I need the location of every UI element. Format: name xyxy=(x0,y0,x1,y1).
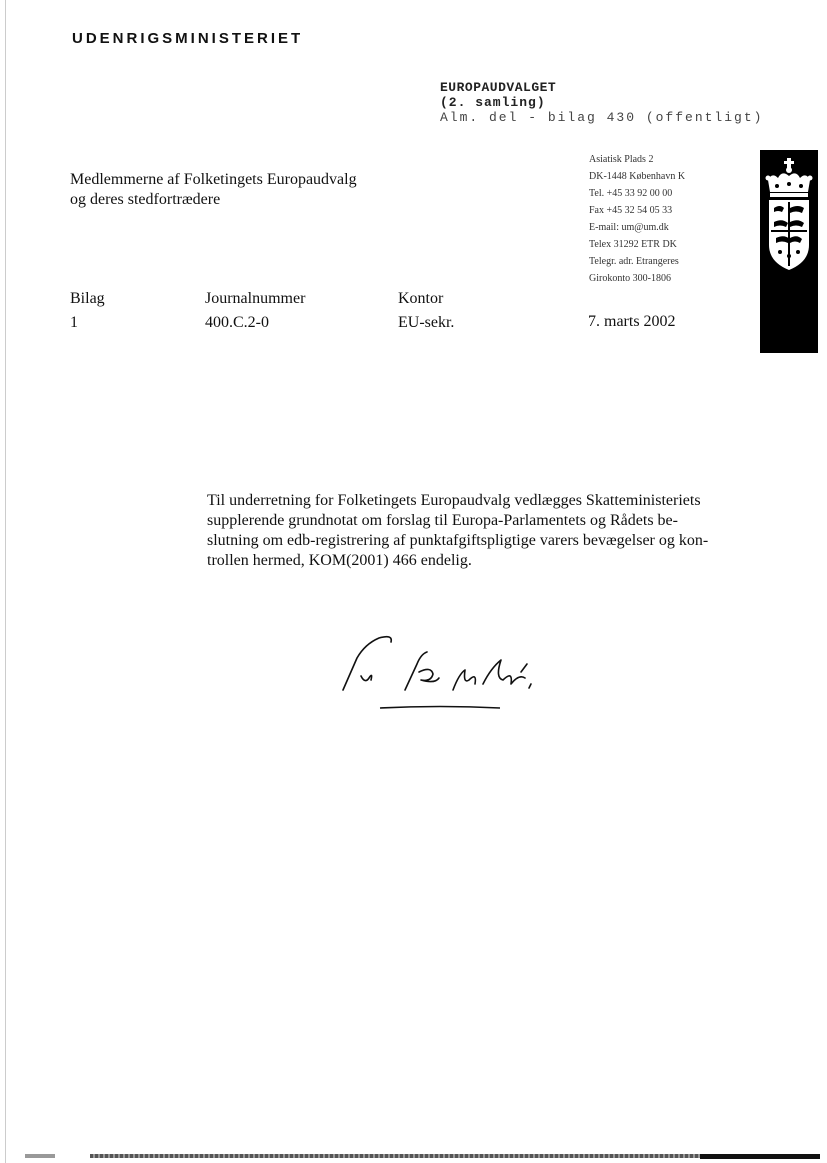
scan-edge-line xyxy=(5,0,6,1163)
bilag-value: 1 xyxy=(70,314,78,331)
office-value: EU-sekr. xyxy=(398,314,455,331)
address-line: Asiatisk Plads 2 xyxy=(589,154,654,165)
letter-date: 7. marts 2002 xyxy=(588,313,676,330)
crown-shield-icon xyxy=(760,150,818,353)
ministry-address-block xyxy=(589,151,685,287)
stamp-line-session: (2. samling) xyxy=(440,95,546,110)
handwritten-signature xyxy=(335,628,555,718)
body-line: supplerende grundnotat om forslag til Europa-Parlamentets og Rådets be- xyxy=(207,512,678,529)
recipient-block xyxy=(70,170,357,210)
stamp-line-committee: EUROPAUDVALGET xyxy=(440,80,557,95)
address-line: E-mail: um@um.dk xyxy=(589,222,669,233)
recipient-line-1: Medlemmerne af Folketingets Europaudvalg xyxy=(70,171,357,188)
journal-number-label: Journalnummer xyxy=(205,290,306,307)
scan-artifact xyxy=(25,1154,55,1158)
address-line: Girokonto 300-1806 xyxy=(589,273,671,284)
stamp-line-annex: Alm. del - bilag 430 (offentligt) xyxy=(440,110,764,125)
address-line: DK-1448 København K xyxy=(589,171,686,182)
journal-number-value: 400.C.2-0 xyxy=(205,314,269,331)
archive-stamp xyxy=(440,80,763,125)
office-label: Kontor xyxy=(398,290,444,307)
signature-drawing xyxy=(335,628,555,718)
royal-crest-logo xyxy=(760,150,818,353)
body-line: trollen hermed, KOM(2001) 466 endelig. xyxy=(207,552,472,569)
ministry-name: UDENRIGSMINISTERIET xyxy=(72,30,304,47)
body-line: slutning om edb-registrering af punktafgiftspligtige varers bevægelser og kon- xyxy=(207,532,709,549)
address-line: Fax +45 32 54 05 33 xyxy=(589,205,673,216)
address-line: Telex 31292 ETR DK xyxy=(589,239,677,250)
bilag-label: Bilag xyxy=(70,290,105,307)
body-line: Til underretning for Folketingets Europaudvalg vedlægges Skatteministeriets xyxy=(207,492,701,509)
letter-body xyxy=(207,491,752,571)
recipient-line-2: og deres stedfortrædere xyxy=(70,191,221,208)
scan-bottom-edge-dark xyxy=(700,1154,820,1159)
address-line: Tel. +45 33 92 00 00 xyxy=(589,188,673,199)
address-line: Telegr. adr. Etrangeres xyxy=(589,256,679,267)
